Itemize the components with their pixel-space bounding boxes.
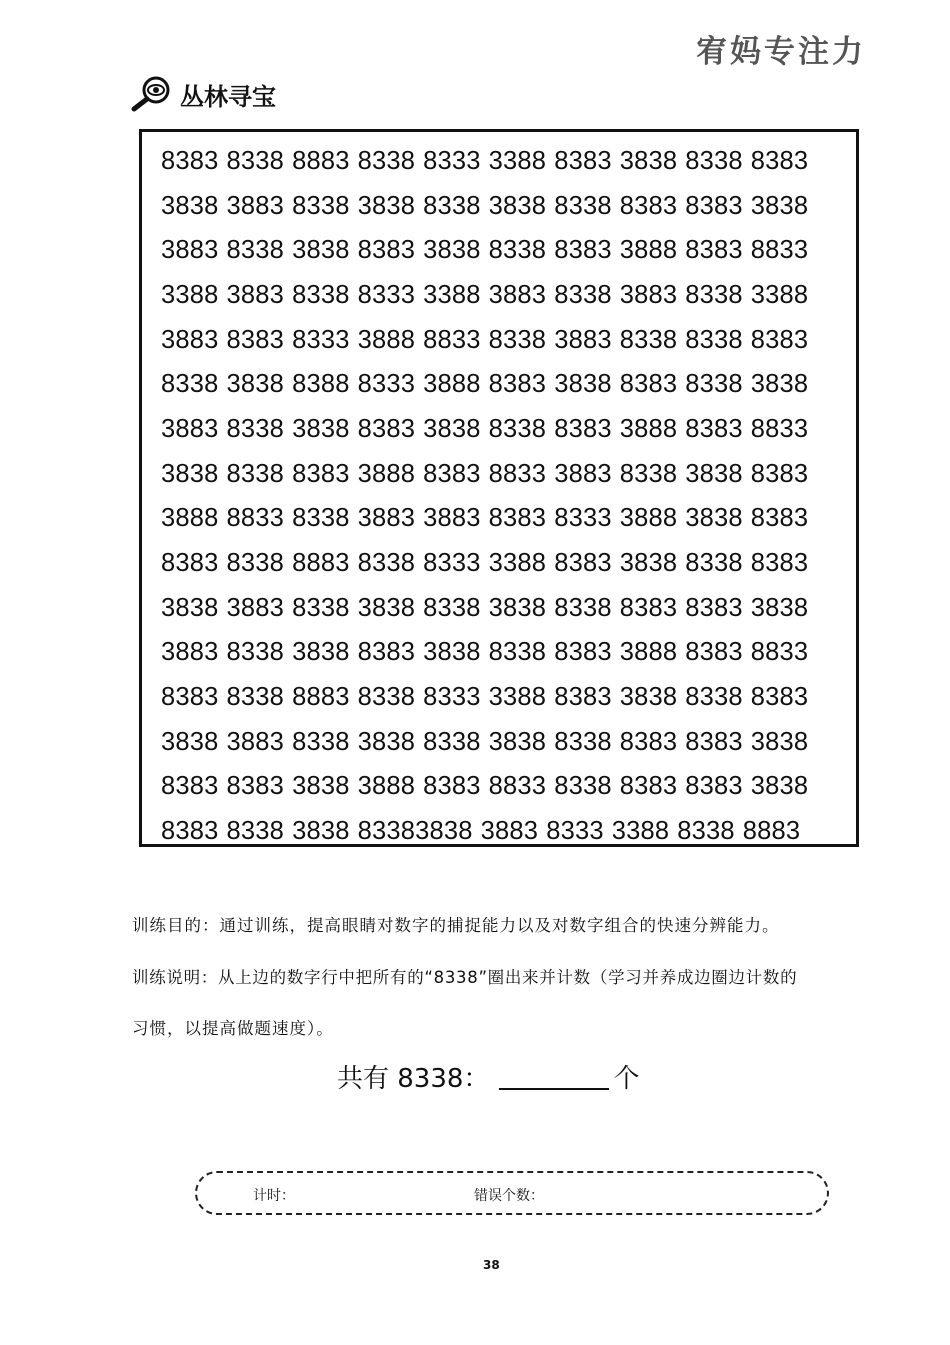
number-cell[interactable]: 8338: [226, 146, 285, 175]
number-cell[interactable]: 8338: [685, 370, 743, 399]
number-row: [161, 720, 846, 765]
number-cell[interactable]: 8338: [685, 683, 743, 712]
number-cell[interactable]: 3888: [161, 504, 219, 533]
number-row: [161, 497, 846, 542]
number-cell[interactable]: 8383: [161, 817, 219, 846]
number-cell[interactable]: 8383: [488, 504, 547, 533]
number-cell[interactable]: 8333: [357, 280, 416, 309]
section-heading: [130, 76, 276, 112]
number-cell[interactable]: 8383: [226, 325, 285, 354]
number-cell[interactable]: 8338: [292, 504, 350, 533]
answer-blank[interactable]: [499, 1087, 609, 1090]
number-cell[interactable]: 8383: [161, 549, 219, 578]
number-cell[interactable]: 8338: [292, 191, 350, 220]
number-cell[interactable]: 3883: [226, 280, 285, 309]
answer-suffix: 个: [613, 1064, 640, 1094]
number-cell[interactable]: 8383: [685, 638, 743, 667]
number-cell[interactable]: 8338: [423, 727, 481, 756]
number-cell[interactable]: 3388: [750, 280, 809, 309]
number-cell[interactable]: 3838: [619, 549, 678, 578]
number-cell[interactable]: 3388: [161, 280, 219, 309]
number-cell[interactable]: 8383: [750, 146, 809, 175]
number-cell[interactable]: 3838: [292, 772, 350, 801]
timer-label: 计时：: [253, 1188, 295, 1204]
number-cell[interactable]: 8338: [226, 817, 285, 846]
training-purpose: 训练目的：通过训练，提高眼睛对数字的捕捉能力以及对数字组合的快速分辨能力。: [132, 916, 780, 935]
number-grid: [139, 129, 859, 847]
number-row: [161, 362, 846, 407]
number-cell[interactable]: 3888: [619, 414, 678, 443]
number-cell[interactable]: 3838: [161, 191, 219, 220]
number-cell[interactable]: 8338: [488, 236, 547, 265]
number-cell[interactable]: 8338: [685, 280, 743, 309]
number-cell[interactable]: 3838: [619, 146, 678, 175]
number-cell[interactable]: 8338: [161, 370, 219, 399]
number-cell[interactable]: 3883: [554, 459, 612, 488]
number-cell[interactable]: 8338: [488, 414, 547, 443]
number-cell[interactable]: 8338: [292, 727, 350, 756]
number-cell[interactable]: 8383: [554, 638, 612, 667]
number-cell[interactable]: 3838: [423, 414, 481, 443]
number-cell[interactable]: 3838: [161, 459, 219, 488]
number-cell[interactable]: 8833: [750, 414, 809, 443]
number-cell[interactable]: 8338: [423, 593, 481, 622]
number-cell[interactable]: 8338: [226, 236, 285, 265]
number-cell[interactable]: 3883: [226, 727, 285, 756]
number-cell[interactable]: 3838: [292, 414, 350, 443]
number-cell[interactable]: 3888: [619, 504, 678, 533]
number-cell[interactable]: 8333: [554, 504, 612, 533]
number-cell[interactable]: 3838: [750, 727, 809, 756]
page-number: 38: [483, 1258, 500, 1272]
number-cell[interactable]: 8383: [619, 727, 678, 756]
number-cell[interactable]: 3838: [750, 772, 809, 801]
number-cell[interactable]: 8883: [292, 146, 350, 175]
number-cell[interactable]: 8338: [677, 817, 735, 846]
number-cell[interactable]: 3838: [423, 638, 481, 667]
number-cell[interactable]: 8383: [750, 325, 809, 354]
number-cell[interactable]: 8338: [226, 414, 285, 443]
number-row: [161, 273, 846, 318]
number-cell[interactable]: 3883: [619, 280, 678, 309]
number-cell[interactable]: 8388: [292, 370, 350, 399]
number-cell[interactable]: 3838: [423, 236, 481, 265]
number-cell[interactable]: 8883: [292, 549, 350, 578]
number-cell[interactable]: 8383: [554, 236, 612, 265]
number-cell[interactable]: 8383: [619, 772, 678, 801]
number-cell[interactable]: 8383: [357, 236, 416, 265]
number-cell[interactable]: 8833: [750, 638, 809, 667]
number-cell[interactable]: 3883: [488, 280, 547, 309]
number-cell[interactable]: 3838: [357, 727, 416, 756]
number-cell[interactable]: 8338: [554, 727, 612, 756]
number-cell[interactable]: 8383: [161, 146, 219, 175]
number-cell[interactable]: 8833: [750, 236, 809, 265]
number-cell[interactable]: 3388: [488, 683, 547, 712]
number-cell[interactable]: 8333: [423, 683, 481, 712]
number-row: [161, 407, 846, 452]
number-cell[interactable]: 3838: [488, 727, 547, 756]
number-cell[interactable]: 3838: [488, 593, 547, 622]
number-row: [161, 318, 846, 363]
number-cell[interactable]: 8383: [750, 459, 809, 488]
number-cell[interactable]: 8833: [488, 459, 547, 488]
number-cell[interactable]: 8338: [423, 191, 481, 220]
number-cell[interactable]: 3838: [161, 727, 219, 756]
number-cell[interactable]: 3838: [357, 593, 416, 622]
number-cell[interactable]: 8833: [226, 504, 285, 533]
number-cell[interactable]: 83383838: [357, 817, 473, 846]
number-cell[interactable]: 8383: [488, 370, 547, 399]
number-cell[interactable]: 3388: [611, 817, 670, 846]
section-title: 丛林寻宝: [180, 82, 276, 111]
number-cell[interactable]: 3888: [357, 772, 416, 801]
number-cell[interactable]: 8383: [685, 772, 743, 801]
number-cell[interactable]: 3883: [161, 236, 219, 265]
number-cell[interactable]: 3388: [488, 146, 547, 175]
number-row: [161, 184, 846, 229]
number-cell[interactable]: 8383: [685, 727, 743, 756]
number-cell[interactable]: 3838: [292, 817, 350, 846]
number-cell[interactable]: 8883: [292, 683, 350, 712]
number-cell[interactable]: 3838: [226, 370, 285, 399]
number-cell[interactable]: 8338: [685, 146, 743, 175]
errors-label: 错误个数：: [474, 1188, 544, 1204]
number-cell[interactable]: 8338: [685, 325, 743, 354]
number-cell[interactable]: 8338: [226, 549, 285, 578]
number-cell[interactable]: 8383: [619, 191, 678, 220]
number-cell[interactable]: 3838: [619, 683, 678, 712]
number-row: [161, 139, 846, 184]
number-cell[interactable]: 8383: [750, 549, 809, 578]
number-row: [161, 228, 846, 273]
number-row: [161, 765, 846, 810]
number-cell[interactable]: 8883: [742, 817, 801, 846]
number-row: [161, 586, 846, 631]
brand-title: 宥妈专注力: [696, 34, 866, 70]
number-cell[interactable]: 8338: [685, 549, 743, 578]
number-cell[interactable]: 3838: [292, 236, 350, 265]
answer-prefix: 共有 8338：: [337, 1064, 490, 1094]
number-cell[interactable]: 3883: [423, 504, 481, 533]
number-cell[interactable]: 3883: [161, 638, 219, 667]
number-cell[interactable]: 3838: [292, 638, 350, 667]
number-cell[interactable]: 8383: [685, 593, 743, 622]
number-cell[interactable]: 8383: [357, 638, 416, 667]
number-grid-rows: [161, 139, 846, 854]
number-cell[interactable]: 8338: [488, 638, 547, 667]
number-cell[interactable]: 3883: [554, 325, 612, 354]
number-cell[interactable]: 3888: [357, 459, 416, 488]
number-cell[interactable]: 8383: [423, 459, 481, 488]
number-cell[interactable]: 3838: [357, 191, 416, 220]
number-cell[interactable]: 8383: [685, 191, 743, 220]
number-cell[interactable]: 8333: [423, 549, 481, 578]
number-cell[interactable]: 8383: [161, 772, 219, 801]
number-cell[interactable]: 3888: [423, 370, 481, 399]
number-cell[interactable]: 3883: [226, 593, 285, 622]
number-row: [161, 452, 846, 497]
number-cell[interactable]: 8338: [357, 146, 416, 175]
number-cell[interactable]: 8383: [292, 459, 350, 488]
number-cell[interactable]: 3838: [488, 191, 547, 220]
number-row: [161, 631, 846, 676]
number-row: [161, 809, 846, 854]
number-cell[interactable]: 8338: [554, 191, 612, 220]
number-cell[interactable]: 3883: [357, 504, 416, 533]
number-cell[interactable]: 3883: [480, 817, 539, 846]
number-row: [161, 675, 846, 720]
number-cell[interactable]: 8338: [554, 280, 612, 309]
training-description-line2: 习惯，以提高做题速度）。: [132, 1019, 334, 1038]
number-cell[interactable]: 8333: [292, 325, 350, 354]
number-cell[interactable]: 3888: [357, 325, 416, 354]
number-cell[interactable]: 8338: [619, 459, 678, 488]
number-cell[interactable]: 8338: [292, 593, 350, 622]
number-cell[interactable]: 8383: [554, 549, 612, 578]
number-cell[interactable]: 8338: [226, 638, 285, 667]
number-cell[interactable]: 3883: [161, 325, 219, 354]
magnifier-eye-icon: [130, 76, 174, 112]
number-cell[interactable]: 8383: [357, 414, 416, 443]
number-cell[interactable]: 8338: [357, 683, 416, 712]
number-cell[interactable]: 3838: [685, 459, 743, 488]
number-cell[interactable]: 8383: [423, 772, 481, 801]
number-cell[interactable]: 3838: [161, 593, 219, 622]
number-cell[interactable]: 8383: [619, 370, 678, 399]
timer-panel: [195, 1171, 829, 1215]
number-cell[interactable]: 3838: [750, 191, 809, 220]
number-cell[interactable]: 8383: [619, 593, 678, 622]
number-cell[interactable]: 8338: [554, 772, 612, 801]
number-cell[interactable]: 8333: [546, 817, 604, 846]
number-cell[interactable]: 3883: [226, 191, 285, 220]
number-cell[interactable]: 3838: [554, 370, 612, 399]
number-cell[interactable]: 8383: [554, 414, 612, 443]
number-cell[interactable]: 3838: [750, 370, 809, 399]
number-cell[interactable]: 8833: [423, 325, 481, 354]
number-cell[interactable]: 8333: [423, 146, 481, 175]
number-cell[interactable]: 8338: [488, 325, 547, 354]
number-row: [161, 541, 846, 586]
number-cell[interactable]: 8383: [161, 683, 219, 712]
number-cell[interactable]: 8338: [292, 280, 350, 309]
number-cell[interactable]: 8338: [619, 325, 678, 354]
training-description-line1: 训练说明：从上边的数字行中把所有的“8338”圈出来并计数（学习并养成边圈边计数的: [132, 968, 798, 987]
number-cell[interactable]: 8333: [357, 370, 416, 399]
number-cell[interactable]: 8338: [226, 459, 285, 488]
number-cell[interactable]: 3838: [750, 593, 809, 622]
number-cell[interactable]: 8338: [357, 549, 416, 578]
number-cell[interactable]: 3888: [619, 638, 678, 667]
number-cell[interactable]: 8383: [750, 504, 809, 533]
number-cell[interactable]: 8383: [554, 683, 612, 712]
number-cell[interactable]: 8383: [750, 683, 809, 712]
number-cell[interactable]: 3388: [423, 280, 481, 309]
number-cell[interactable]: 8383: [685, 414, 743, 443]
number-cell[interactable]: 8383: [685, 236, 743, 265]
number-cell[interactable]: 3888: [619, 236, 678, 265]
number-cell[interactable]: 3388: [488, 549, 547, 578]
number-cell[interactable]: 8338: [226, 683, 285, 712]
answer-line: [337, 1058, 639, 1095]
number-cell[interactable]: 8833: [488, 772, 547, 801]
number-cell[interactable]: 8338: [554, 593, 612, 622]
number-cell[interactable]: 3883: [161, 414, 219, 443]
number-cell[interactable]: 3838: [685, 504, 743, 533]
number-cell[interactable]: 8383: [554, 146, 612, 175]
number-cell[interactable]: 8383: [226, 772, 285, 801]
